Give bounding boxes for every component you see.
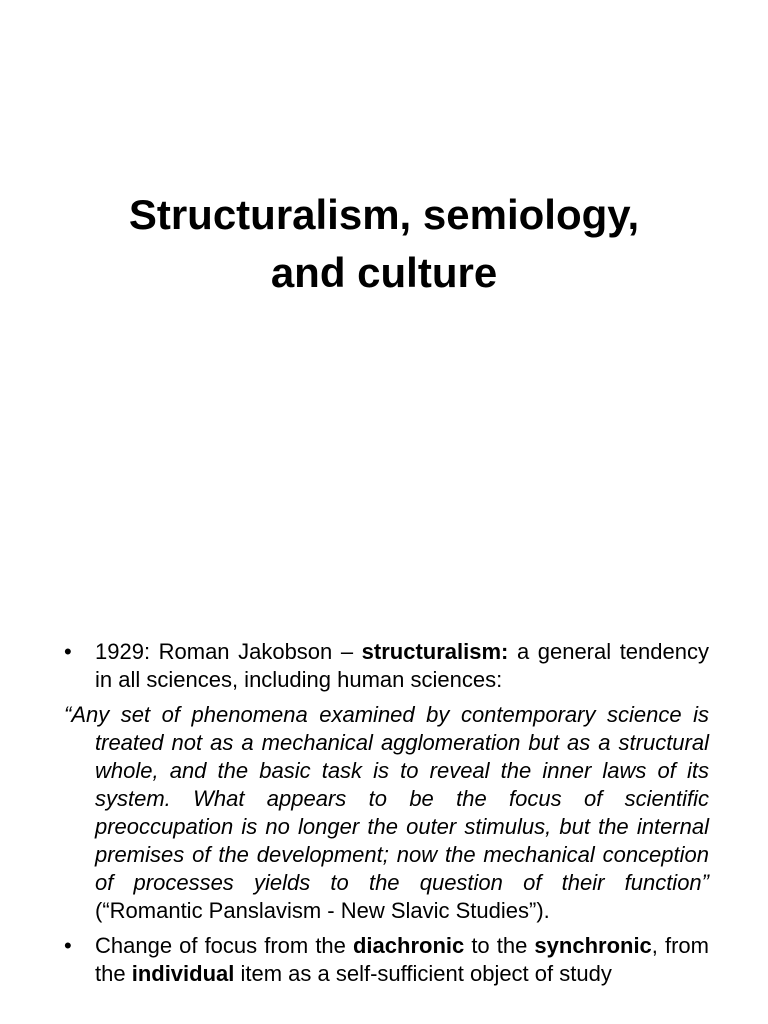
- bullet-text: 1929: Roman Jakobson –: [95, 639, 362, 664]
- title-line-2: and culture: [270, 249, 498, 296]
- bullet-text: item as a self-sufficient object of study: [234, 961, 612, 986]
- jakobson-quote: [64, 701, 709, 925]
- term-synchronic: synchronic: [534, 933, 652, 958]
- bullet-marker: •: [64, 639, 72, 664]
- bullet-text: a general tendency in all sciences, including human sciences:: [95, 639, 709, 692]
- quote-text: “Any set of phenomena examined by contemporary science is treated not as a mechanical agglomeration but as a structural whole, and the basic task is to reveal the inner laws of its system. What appears to be the focus of scientific preoccupation is no longer the outer stimulus, but the internal premises of the development; now the mechanical conception of processes yields to the question of their function”: [64, 702, 709, 895]
- bullet-item-focus-change: [64, 932, 709, 988]
- term-individual: individual: [131, 961, 235, 986]
- bullet-text: to the: [464, 933, 535, 958]
- quote-citation: (“Romantic Panslavism - New Slavic Studies”).: [95, 898, 550, 923]
- term-structuralism: structuralism:: [361, 639, 509, 664]
- bullet-marker: •: [64, 933, 72, 958]
- slide-title: [0, 186, 768, 302]
- bullet-item-jakobson: [64, 638, 709, 694]
- slide-body: [64, 638, 709, 995]
- title-line-1: Structuralism, semiology,: [128, 191, 640, 238]
- bullet-text: Change of focus from the: [95, 933, 353, 958]
- bullet-text: , from the: [95, 933, 709, 986]
- term-diachronic: diachronic: [352, 933, 465, 958]
